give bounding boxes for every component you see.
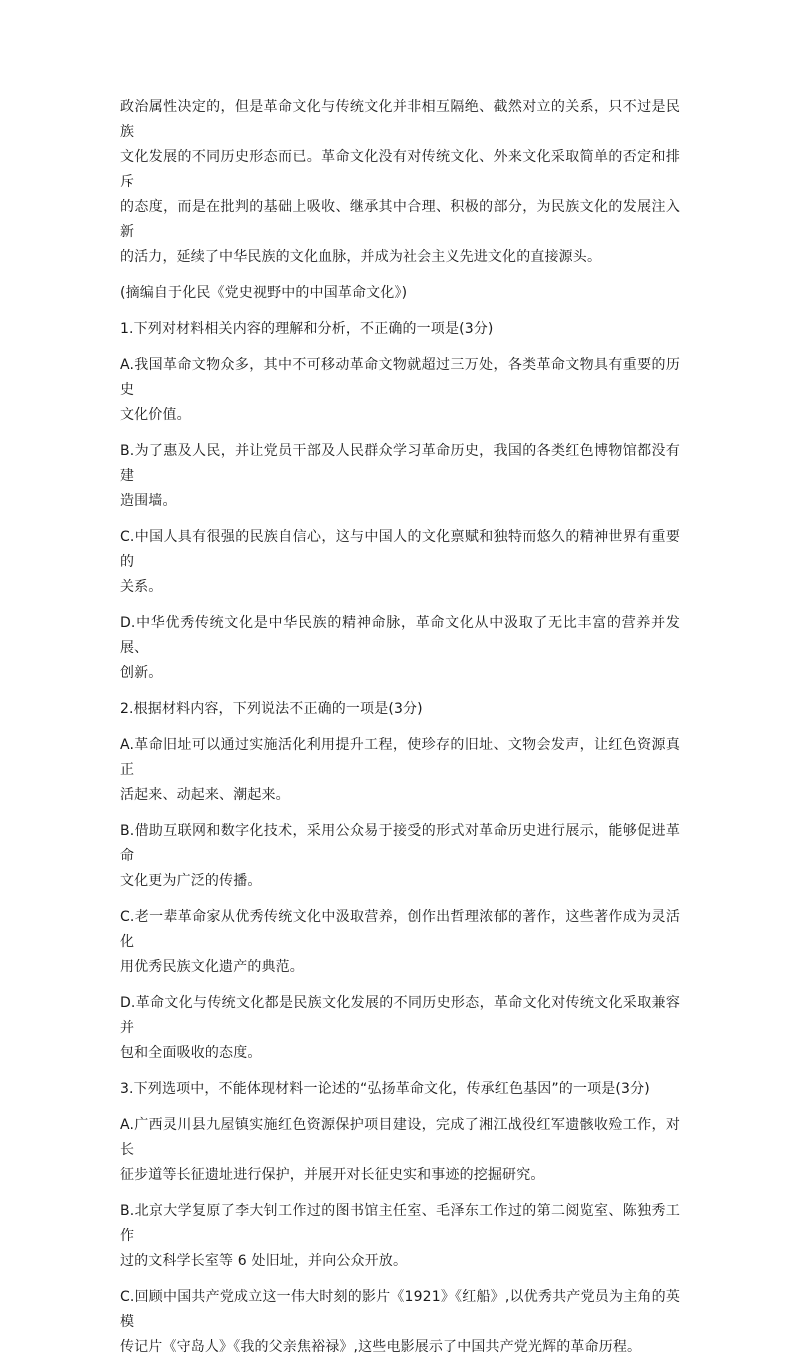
document-page xyxy=(120,95,680,1360)
intro-paragraph xyxy=(120,95,680,270)
text-line: 政治属性决定的，但是革命文化与传统文化并非相互隔绝、截然对立的关系，只不过是民族 xyxy=(120,99,680,140)
question-3-option-c: C.回顾中国共产党成立这一伟大时刻的影片《1921》《红船》,以优秀共产党员为主角的英模 传记片《守岛人》《我的父亲焦裕禄》,这些电影展示了中国共产党光辉的革命历程。 xyxy=(120,1289,680,1355)
question-1-option-d: D.中华优秀传统文化是中华民族的精神命脉，革命文化从中汲取了无比丰富的营养并发展、 创新。 xyxy=(120,615,680,681)
question-1-stem: 1.下列对材料相关内容的理解和分析，不正确的一项是(3分) xyxy=(120,321,494,337)
question-1-option-b: B.为了惠及人民，并让党员干部及人民群众学习革命历史，我国的各类红色博物馆都没有建 造围墙。 xyxy=(120,443,680,509)
text-line: 文化发展的不同历史形态而已。革命文化没有对传统文化、外来文化采取简单的否定和排斥 xyxy=(120,149,680,190)
question-2-stem: 2.根据材料内容，下列说法不正确的一项是(3分) xyxy=(120,701,423,717)
question-2-option-c: C.老一辈革命家从优秀传统文化中汲取营养，创作出哲理浓郁的著作，这些著作成为灵活化 用优秀民族文化遗产的典范。 xyxy=(120,909,680,975)
text-line: 的活力，延续了中华民族的文化血脉，并成为社会主义先进文化的直接源头。 xyxy=(120,249,602,265)
source-citation: (摘编自于化民《党史视野中的中国革命文化》) xyxy=(120,285,408,301)
question-3-stem: 3.下列选项中，不能体现材料一论述的“弘扬革命文化，传承红色基因”的一项是(3分) xyxy=(120,1081,650,1097)
question-2-option-d: D.革命文化与传统文化都是民族文化发展的不同历史形态，革命文化对传统文化采取兼容并 包和全面吸收的态度。 xyxy=(120,995,680,1061)
question-1-option-a: A.我国革命文物众多，其中不可移动革命文物就超过三万处，各类革命文物具有重要的历史 文化价值。 xyxy=(120,357,680,423)
question-2-option-b: B.借助互联网和数字化技术，采用公众易于接受的形式对革命历史进行展示，能够促进革命 文化更为广泛的传播。 xyxy=(120,823,680,889)
question-3-option-a: A.广西灵川县九屋镇实施红色资源保护项目建设，完成了湘江战役红军遗骸收殓工作，对长 征步道等长征遗址进行保护，并展开对长征史实和事迹的挖掘研究。 xyxy=(120,1117,680,1183)
question-2-option-a: A.革命旧址可以通过实施活化利用提升工程，使珍存的旧址、文物会发声，让红色资源真正 活起来、动起来、潮起来。 xyxy=(120,737,680,803)
text-line: 的态度，而是在批判的基础上吸收、继承其中合理、积极的部分，为民族文化的发展注入新 xyxy=(120,199,680,240)
question-1-option-c: C.中国人具有很强的民族自信心，这与中国人的文化禀赋和独特而悠久的精神世界有重要的 关系。 xyxy=(120,529,680,595)
question-3-option-b: B.北京大学复原了李大钊工作过的图书馆主任室、毛泽东工作过的第二阅览室、陈独秀工作 过的文科学长室等 6 处旧址，并向公众开放。 xyxy=(120,1203,680,1269)
